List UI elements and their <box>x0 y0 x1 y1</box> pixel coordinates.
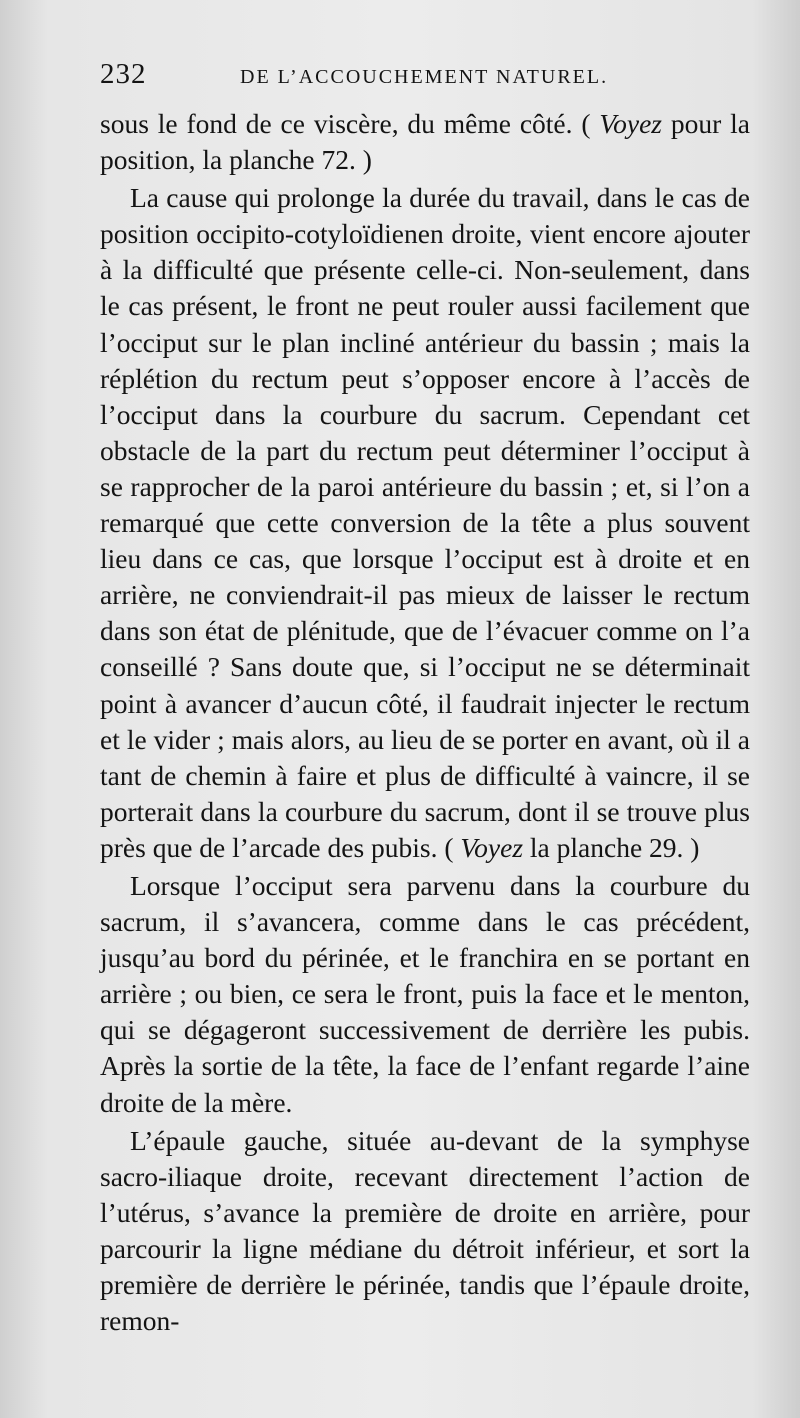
paragraph <box>100 180 750 866</box>
body-text <box>100 106 750 1339</box>
page-number: 232 <box>100 58 147 90</box>
running-head: DE L’ACCOUCHEMENT NATUREL. <box>240 66 609 88</box>
paragraph <box>100 1123 750 1340</box>
text-run: sous le fond de ce viscère, du même côté. ( <box>100 108 600 139</box>
paragraph <box>100 106 750 178</box>
text-run: La cause qui prolonge la durée du travail, dans le cas de position occipito-cotyloïdienen droite, vient encore ajouter à la difficulté que présente celle-ci. Non-seulement, dans le cas présent, le front ne peut rouler aussi facilement que l’occiput sur le plan incliné antérieur du bassin ; mais la réplétion du rectum peut s’opposer encore à l’accès de l’occiput dans la courbure du sacrum. Cependant cet obstacle de la part du rectum peut déterminer l’occiput à se rapprocher de la paroi antérieure du bassin ; et, si l’on a remarqué que cette conversion de la tête a plus souvent lieu dans ce cas, que lorsque l’occiput est à droite et en arrière, ne conviendrait-il pas mieux de laisser le rectum dans son état de plénitude, que de l’évacuer comme on l’a conseillé ? Sans doute que, si l’occiput ne se déterminait point à avancer d’aucun côté, il faudrait injecter le rectum et le vider ; mais alors, au lieu de se porter en avant, où il a tant de chemin à faire et plus de difficulté à vaincre, il se porterait dans la courbure du sacrum, dont il se trouve plus près que de l’arcade des pubis. ( <box>100 182 750 863</box>
page-header <box>100 58 620 98</box>
text-run: L’épaule gauche, située au-devant de la symphyse sacro-iliaque droite, recevant directement l’action de l’utérus, s’avance la première de droite en arrière, pour parcourir la ligne médiane du détroit inférieur, et sort la première de derrière le périnée, tandis que l’épaule droite, remon- <box>100 1124 750 1337</box>
text-run: la planche 29. ) <box>523 831 700 863</box>
italic-text: Voyez <box>599 108 663 139</box>
text-run: pour la position, la planche 72. ) <box>100 108 750 176</box>
paragraph <box>100 868 750 1121</box>
italic-text: Voyez <box>460 831 524 863</box>
text-run: Lorsque l’occiput sera parvenu dans la courbure du sacrum, il s’avancera, comme dans le cas précédent, jusqu’au bord du périnée, et le franchira en se portant en arrière ; ou bien, ce sera le front, puis la face et le menton, qui se dégageront successivement de derrière les pubis. Après la sortie de la tête, la face de l’enfant regarde l’aine droite de la mère. <box>100 869 750 1118</box>
